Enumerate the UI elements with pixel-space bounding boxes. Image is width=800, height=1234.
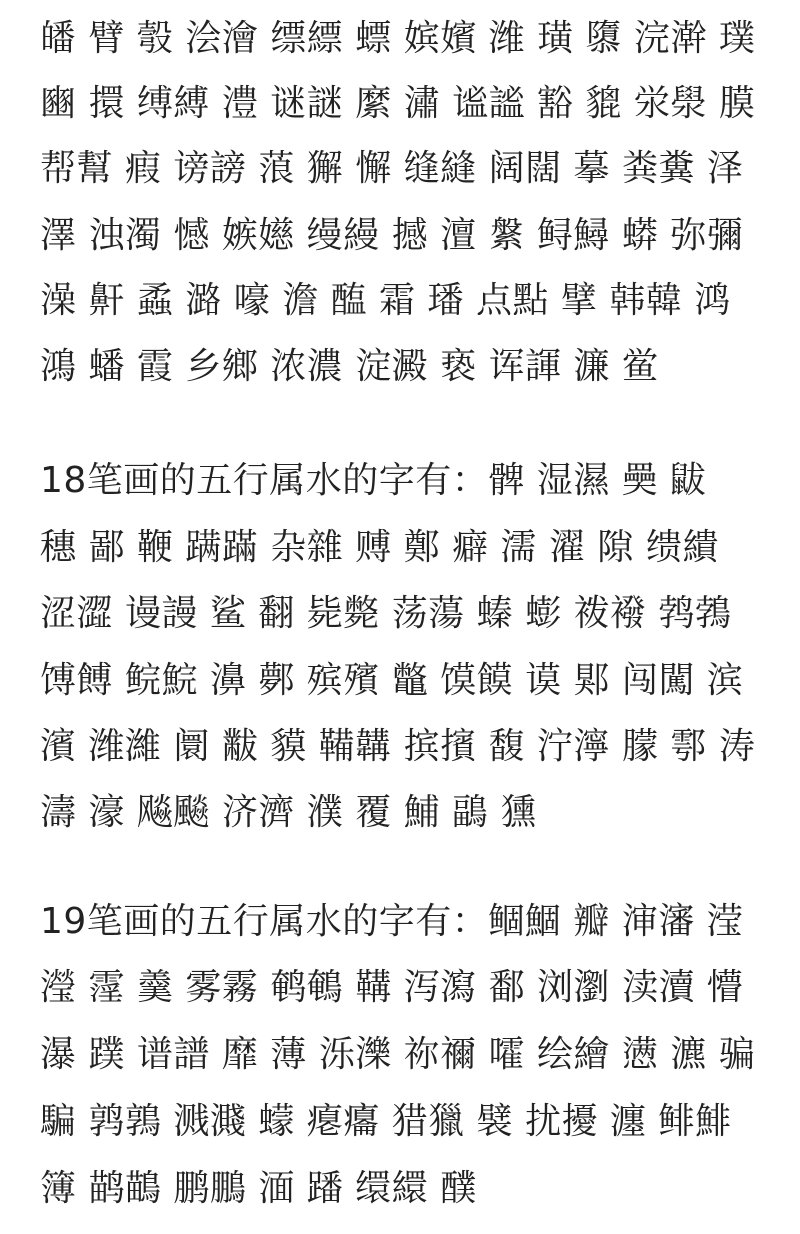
text-line-9: 涩澀 谩謾 鲨 翻 毙斃 荡蕩 螓 蟛 袯襏 鹁鵓 xyxy=(40,593,732,634)
text-line-4: 澤 浊濁 憾 嫉嬨 缦縵 撼 澶 縏 鲟鱘 蟒 弥彌 xyxy=(40,215,744,256)
text-line-2: 豳 擐 缚縛 澧 谜謎 縻 潚 谧謐 豁 貔 泶澩 膜 xyxy=(40,83,756,124)
text-line-16: 騙 鹑鶉 溅濺 蠓 瘪癟 猎獵 襞 扰擾 瀍 鲱鯡 xyxy=(40,1101,732,1142)
text-line-6: 鴻 蟠 霞 乡鄉 浓濃 淀澱 亵 诨諢 濂 鲎 xyxy=(40,346,659,387)
section-heading-18-strokes: 18笔画的五行属水的字有：髀 湿濕 奰 鼥 xyxy=(40,460,707,501)
text-line-11: 濱 潍濰 阛 黻 貘 鞴韝 摈擯 馥 泞濘 朦 鄠 涛 xyxy=(40,726,756,767)
text-line-14: 瀅 霪 羹 雾霧 鹌鵪 鞲 泻瀉 鄱 浏瀏 渎瀆 懵 xyxy=(40,967,744,1008)
text-line-3: 帮幫 瘕 谤謗 蒗 獬 懈 缝縫 阔闊 摹 粪糞 泽 xyxy=(40,148,744,189)
text-line-12: 濤 濠 飚飈 济濟 濮 覆 鯆 鶝 獯 xyxy=(40,792,538,833)
text-line-17: 簿 鹋鶓 鹏鵬 湎 蹯 缳繯 醭 xyxy=(40,1168,477,1209)
text-line-10: 馎餺 鲩鯇 濞 鄸 殡殯 鼈 馍饃 谟 郹 闯闖 滨 xyxy=(40,660,744,701)
text-line-8: 穗 鄙 鞭 蹒蹣 杂雜 赙 鄭 癖 濡 濯 隙 缋繢 xyxy=(40,527,719,568)
text-line-1: 皤 臂 彀 浍澮 缥縹 螵 嫔嬪 潍 璜 隳 浣澣 璞 xyxy=(40,18,756,59)
text-line-15: 瀑 蹼 谱譜 靡 薄 泺濼 祢禰 嚯 绘繪 懑 瀌 骗 xyxy=(40,1034,756,1075)
text-line-5: 澡 鼾 蟊 潞 嚎 澹 醢 霜 璠 点點 擘 韩韓 鸿 xyxy=(40,280,731,321)
section-heading-19-strokes: 19笔画的五行属水的字有：鲴鯝 瓣 渖瀋 滢 xyxy=(40,901,744,942)
